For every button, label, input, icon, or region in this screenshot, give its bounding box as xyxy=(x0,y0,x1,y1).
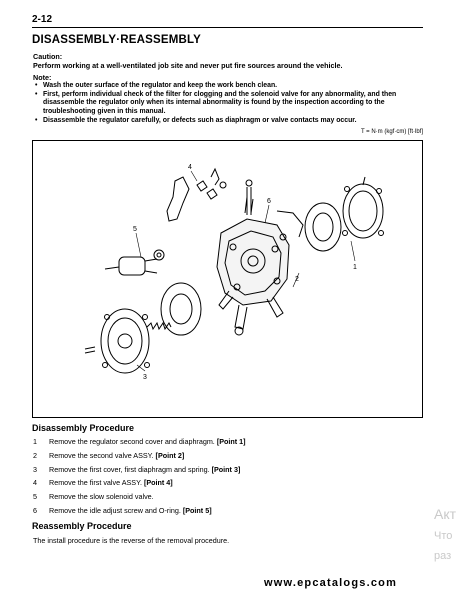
step-number: 2 xyxy=(33,450,37,460)
disassembly-step xyxy=(33,451,423,465)
slow-solenoid-valve xyxy=(105,250,164,275)
disassembly-step xyxy=(33,492,423,506)
first-diaphragm xyxy=(161,283,201,335)
disassembly-step xyxy=(33,506,423,520)
exploded-view-figure xyxy=(32,140,423,418)
disassembly-step xyxy=(33,478,423,492)
disassembly-procedure-title: Disassembly Procedure xyxy=(32,423,135,433)
step-number: 4 xyxy=(33,478,37,488)
step-number: 3 xyxy=(33,464,37,474)
regulator-exploded-drawing xyxy=(33,141,424,419)
regulator-second-cover xyxy=(343,177,384,238)
step-text: Remove the first cover, first diaphragm and spring. xyxy=(49,464,212,474)
disassembly-step xyxy=(33,437,423,451)
step-text: Remove the slow solenoid valve. xyxy=(49,492,154,502)
header-rule xyxy=(32,27,423,28)
overlay-text-line: раз xyxy=(434,550,452,562)
note-item: • First, perform individual check of the filter for clogging and the solenoid valve for any abnormality, and then disassemble the regulator only when its internal abnormality is found by the inspection according to the troubleshooting given in this manual. xyxy=(33,91,423,117)
step-point: [Point 5] xyxy=(182,505,212,515)
step-point: [Point 2] xyxy=(155,450,185,460)
note-item: • Disassemble the regulator carefully, or defects such as diaphragm or valve contacts may occur. xyxy=(33,117,423,126)
note-item: • Wash the outer surface of the regulator and keep the work bench clean. xyxy=(33,82,423,91)
disassembly-steps xyxy=(33,437,423,520)
first-cover xyxy=(85,309,150,373)
torque-unit-legend: T = N·m (kgf·cm) [ft·lbf] xyxy=(360,129,423,135)
callout-5: 5 xyxy=(133,226,137,233)
note-list xyxy=(33,82,423,126)
regulator-body xyxy=(217,197,289,335)
step-number: 5 xyxy=(33,492,37,502)
callout-2: 2 xyxy=(295,276,299,283)
step-point: [Point 3] xyxy=(211,464,241,474)
step-text: Remove the second valve ASSY. xyxy=(49,450,156,460)
callout-1: 1 xyxy=(353,264,357,271)
step-number: 1 xyxy=(33,437,37,446)
first-valve-assy xyxy=(167,169,226,221)
step-point: [Point 4] xyxy=(143,478,173,488)
callout-6: 6 xyxy=(267,198,271,205)
page-number: 2-12 xyxy=(32,14,53,25)
reassembly-procedure-title: Reassembly Procedure xyxy=(32,521,132,531)
overlay-text-line: Что xyxy=(434,530,453,542)
reassembly-text: The install procedure is the reverse of the removal procedure. xyxy=(33,536,230,545)
note-heading: Note: xyxy=(33,73,52,82)
step-text: Remove the first valve ASSY. xyxy=(49,478,144,488)
step-number: 6 xyxy=(33,505,37,515)
step-text: Remove the idle adjust screw and O-ring. xyxy=(49,505,183,515)
caution-heading: Caution: xyxy=(33,52,63,61)
step-point: [Point 1] xyxy=(216,437,246,446)
step-text: Remove the regulator second cover and diaphragm. xyxy=(49,437,217,446)
callout-3: 3 xyxy=(143,374,147,381)
callout-4: 4 xyxy=(188,164,192,171)
section-title: DISASSEMBLY·REASSEMBLY xyxy=(32,34,202,46)
caution-text: Perform working at a well-ventilated job site and never put fire sources around the vehicle. xyxy=(33,61,343,70)
watermark-url: www.epcatalogs.com xyxy=(264,577,398,589)
second-diaphragm xyxy=(305,203,341,251)
overlay-text-line: Акт xyxy=(434,506,457,522)
disassembly-step xyxy=(33,465,423,479)
